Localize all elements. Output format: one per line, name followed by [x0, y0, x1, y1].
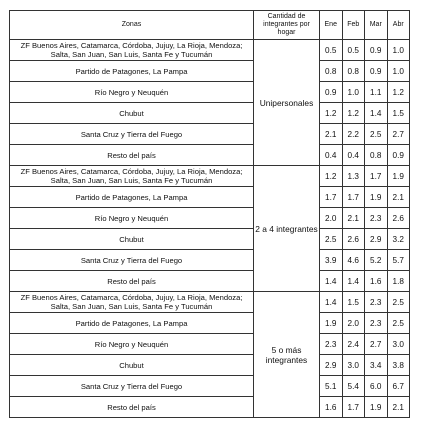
- table-row: [10, 166, 410, 187]
- table-row: [10, 61, 410, 82]
- value-cell: 2.3: [365, 313, 388, 334]
- value-cell: 0.9: [320, 82, 343, 103]
- value-cell: 4.6: [342, 250, 365, 271]
- zone-cell: ZF Buenos Aires, Catamarca, Córdoba, Jujuy, La Rioja, Mendoza; Salta, San Juan, San Luis, Santa Fe y Tucumán: [10, 292, 254, 313]
- value-cell: 2.0: [320, 208, 343, 229]
- zone-cell: Santa Cruz y Tierra del Fuego: [10, 376, 254, 397]
- table-row: [10, 355, 410, 376]
- header-month: Ene: [320, 11, 343, 40]
- value-cell: 1.9: [320, 313, 343, 334]
- zone-cell: Chubut: [10, 103, 254, 124]
- value-cell: 0.8: [365, 145, 388, 166]
- value-cell: 0.9: [387, 145, 410, 166]
- value-cell: 2.2: [342, 124, 365, 145]
- value-cell: 2.7: [387, 124, 410, 145]
- value-cell: 2.3: [320, 334, 343, 355]
- table-row: [10, 250, 410, 271]
- header-month: Mar: [365, 11, 388, 40]
- table-row: [10, 40, 410, 61]
- zone-cell: ZF Buenos Aires, Catamarca, Córdoba, Jujuy, La Rioja, Mendoza; Salta, San Juan, San Luis, Santa Fe y Tucumán: [10, 166, 254, 187]
- table-row: [10, 229, 410, 250]
- zone-cell: Chubut: [10, 229, 254, 250]
- zone-cell: Santa Cruz y Tierra del Fuego: [10, 250, 254, 271]
- value-cell: 1.5: [387, 103, 410, 124]
- table-row: [10, 292, 410, 313]
- table-row: [10, 145, 410, 166]
- value-cell: 1.9: [365, 397, 388, 418]
- group-cell: 2 a 4 integrantes: [254, 166, 320, 292]
- value-cell: 1.4: [320, 271, 343, 292]
- value-cell: 1.9: [365, 187, 388, 208]
- value-cell: 1.2: [320, 103, 343, 124]
- value-cell: 2.9: [320, 355, 343, 376]
- table-row: [10, 103, 410, 124]
- zone-cell: Chubut: [10, 355, 254, 376]
- header-row: [10, 11, 410, 40]
- value-cell: 2.0: [342, 313, 365, 334]
- value-cell: 2.4: [342, 334, 365, 355]
- value-cell: 1.0: [342, 82, 365, 103]
- zones-table: [9, 10, 410, 418]
- value-cell: 3.9: [320, 250, 343, 271]
- table-row: [10, 208, 410, 229]
- value-cell: 1.9: [387, 166, 410, 187]
- value-cell: 0.5: [342, 40, 365, 61]
- value-cell: 1.5: [342, 292, 365, 313]
- value-cell: 3.8: [387, 355, 410, 376]
- header-cantidad: Cantidad de integrantes por hogar: [254, 11, 320, 40]
- value-cell: 6.0: [365, 376, 388, 397]
- value-cell: 2.5: [365, 124, 388, 145]
- header-month: Abr: [387, 11, 410, 40]
- zone-cell: Resto del país: [10, 271, 254, 292]
- value-cell: 1.1: [365, 82, 388, 103]
- value-cell: 1.6: [320, 397, 343, 418]
- value-cell: 1.7: [342, 397, 365, 418]
- value-cell: 2.3: [365, 208, 388, 229]
- zone-cell: Río Negro y Neuquén: [10, 208, 254, 229]
- value-cell: 0.8: [320, 61, 343, 82]
- value-cell: 0.4: [320, 145, 343, 166]
- table-row: [10, 313, 410, 334]
- value-cell: 0.9: [365, 40, 388, 61]
- value-cell: 2.3: [365, 292, 388, 313]
- table-row: [10, 334, 410, 355]
- value-cell: 2.5: [387, 292, 410, 313]
- value-cell: 5.7: [387, 250, 410, 271]
- value-cell: 2.9: [365, 229, 388, 250]
- table-row: [10, 187, 410, 208]
- group-cell: Unipersonales: [254, 40, 320, 166]
- group-cell: 5 o más integrantes: [254, 292, 320, 418]
- table-container: [9, 10, 409, 418]
- value-cell: 1.7: [320, 187, 343, 208]
- value-cell: 2.6: [387, 208, 410, 229]
- value-cell: 5.1: [320, 376, 343, 397]
- value-cell: 2.1: [342, 208, 365, 229]
- table-row: [10, 82, 410, 103]
- table-row: [10, 397, 410, 418]
- value-cell: 1.4: [342, 271, 365, 292]
- value-cell: 3.2: [387, 229, 410, 250]
- value-cell: 1.6: [365, 271, 388, 292]
- value-cell: 1.2: [342, 103, 365, 124]
- value-cell: 2.1: [387, 397, 410, 418]
- value-cell: 1.0: [387, 40, 410, 61]
- value-cell: 2.7: [365, 334, 388, 355]
- value-cell: 5.2: [365, 250, 388, 271]
- zone-cell: Resto del país: [10, 145, 254, 166]
- header-month: Feb: [342, 11, 365, 40]
- value-cell: 2.6: [342, 229, 365, 250]
- zone-cell: Santa Cruz y Tierra del Fuego: [10, 124, 254, 145]
- value-cell: 1.8: [387, 271, 410, 292]
- value-cell: 0.8: [342, 61, 365, 82]
- value-cell: 2.5: [320, 229, 343, 250]
- table-body: [10, 40, 410, 418]
- zone-cell: ZF Buenos Aires, Catamarca, Córdoba, Jujuy, La Rioja, Mendoza; Salta, San Juan, San Luis, Santa Fe y Tucumán: [10, 40, 254, 61]
- value-cell: 1.4: [365, 103, 388, 124]
- zone-cell: Resto del país: [10, 397, 254, 418]
- value-cell: 2.5: [387, 313, 410, 334]
- zone-cell: Partido de Patagones, La Pampa: [10, 61, 254, 82]
- value-cell: 2.1: [320, 124, 343, 145]
- zone-cell: Río Negro y Neuquén: [10, 334, 254, 355]
- value-cell: 3.0: [387, 334, 410, 355]
- table-row: [10, 376, 410, 397]
- zone-cell: Partido de Patagones, La Pampa: [10, 313, 254, 334]
- value-cell: 0.5: [320, 40, 343, 61]
- value-cell: 1.0: [387, 61, 410, 82]
- table-row: [10, 124, 410, 145]
- value-cell: 1.7: [365, 166, 388, 187]
- value-cell: 5.4: [342, 376, 365, 397]
- value-cell: 0.4: [342, 145, 365, 166]
- value-cell: 1.2: [387, 82, 410, 103]
- value-cell: 1.2: [320, 166, 343, 187]
- header-zonas: Zonas: [10, 11, 254, 40]
- value-cell: 1.4: [320, 292, 343, 313]
- value-cell: 0.9: [365, 61, 388, 82]
- value-cell: 3.0: [342, 355, 365, 376]
- zone-cell: Río Negro y Neuquén: [10, 82, 254, 103]
- value-cell: 3.4: [365, 355, 388, 376]
- value-cell: 6.7: [387, 376, 410, 397]
- value-cell: 2.1: [387, 187, 410, 208]
- value-cell: 1.7: [342, 187, 365, 208]
- value-cell: 1.3: [342, 166, 365, 187]
- table-row: [10, 271, 410, 292]
- zone-cell: Partido de Patagones, La Pampa: [10, 187, 254, 208]
